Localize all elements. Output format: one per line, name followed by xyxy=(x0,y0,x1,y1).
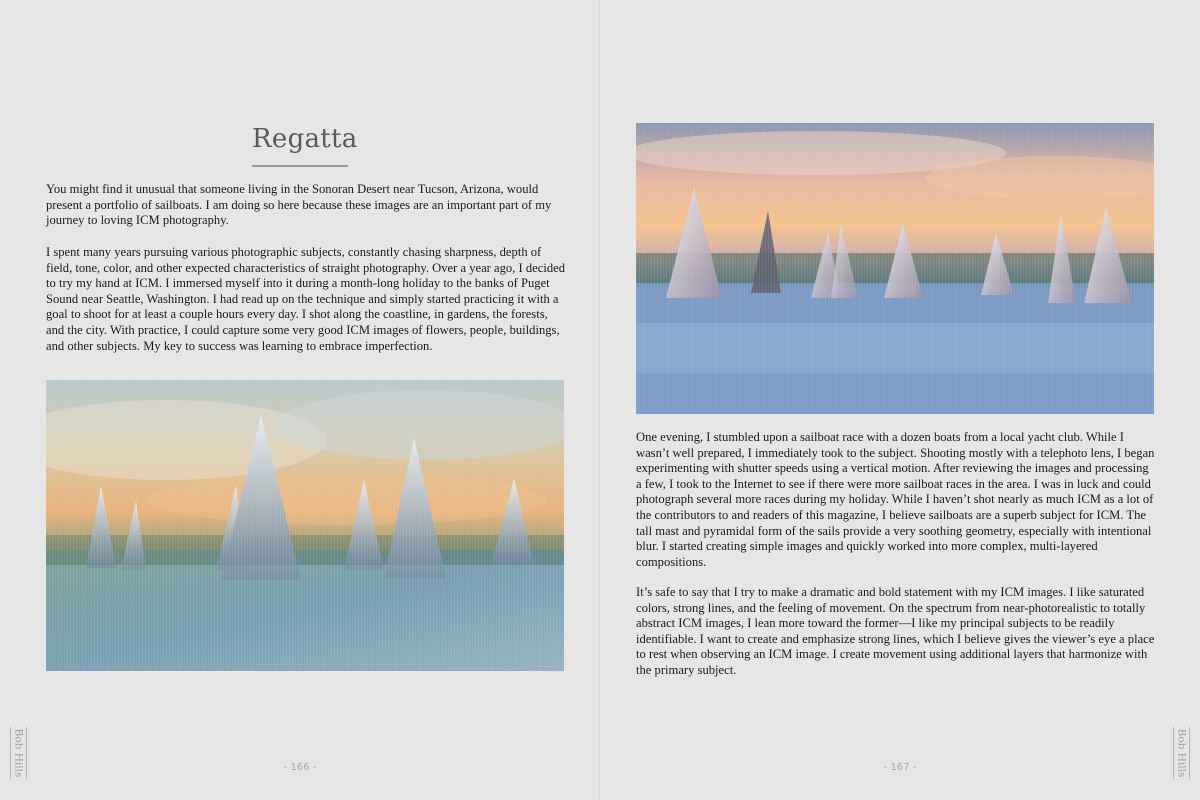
author-name: Bob Hills xyxy=(1175,728,1188,778)
title-underline xyxy=(252,165,348,167)
page-number: - 166 - xyxy=(283,762,317,773)
body-paragraph-1: I spent many years pursuing various photographic subjects, constantly chasing sharpness, depth of field, tone, color, and other expected characteristics of straight photography. Over a year ago, I decided to try my hand at ICM. I immersed myself into it during a month-long holiday to the banks of Puget Sound near Seattle, Washington. I had read up on the technique and simply started practicing it with a goal to shoot for at least a couple hours every day. I shot along the coastline, in gardens, the forests, and the city. With practice, I could capture some very good ICM images of flowers, people, buildings, and other subjects. My key to success was learning to embrace imperfection. xyxy=(46,245,566,353)
author-tab xyxy=(10,727,27,779)
body-paragraph-2: One evening, I stumbled upon a sailboat race with a dozen boats from a local yacht club. While I wasn’t well prepared, I immediately took to the subject. Shooting mostly with a telephoto lens, I began experimenting with shutter speeds using a vertical motion. After reviewing the images and processing a few, I took to the Internet to see if there were more sailboat races in the area. I was in luck and could photograph several more races during my holiday. While I haven’t shot nearly as much ICM as a lot of the contributors to and readers of this magazine, I believe sailboats are a superb subject for ICM. The tall mast and pyramidal form of the sails provide a very soothing geometry, especially with intentional blur. I started creating simple images and quickly worked into more complex, multi-layered compositions. xyxy=(636,430,1155,569)
sailboats-photo-sunset xyxy=(46,380,564,671)
body-paragraph-3: It’s safe to say that I try to make a dramatic and bold statement with my ICM images. I like saturated colors, strong lines, and the feeling of movement. On the spectrum from near-photorealistic to totally abstract ICM images, I lean more toward the former—I like my principal subjects to be readily identifiable. I want to create and emphasize strong lines, which I believe gives the viewer’s eye a place to rest when observing an ICM image. I create movement using additional layers that harmonize with the primary subject. xyxy=(636,585,1155,677)
page-number: - 167 - xyxy=(883,762,917,773)
article-title: Regatta xyxy=(252,124,358,154)
right-page xyxy=(600,0,1200,800)
intro-paragraph: You might find it unusual that someone living in the Sonoran Desert near Tucson, Arizona, would present a portfolio of sailboats. I am doing so here because these images are an important part of my journey to loving ICM photography. xyxy=(46,182,552,228)
author-name: Bob Hills xyxy=(12,728,25,778)
sailboats-photo-pastel xyxy=(636,123,1154,414)
author-tab xyxy=(1173,727,1190,779)
